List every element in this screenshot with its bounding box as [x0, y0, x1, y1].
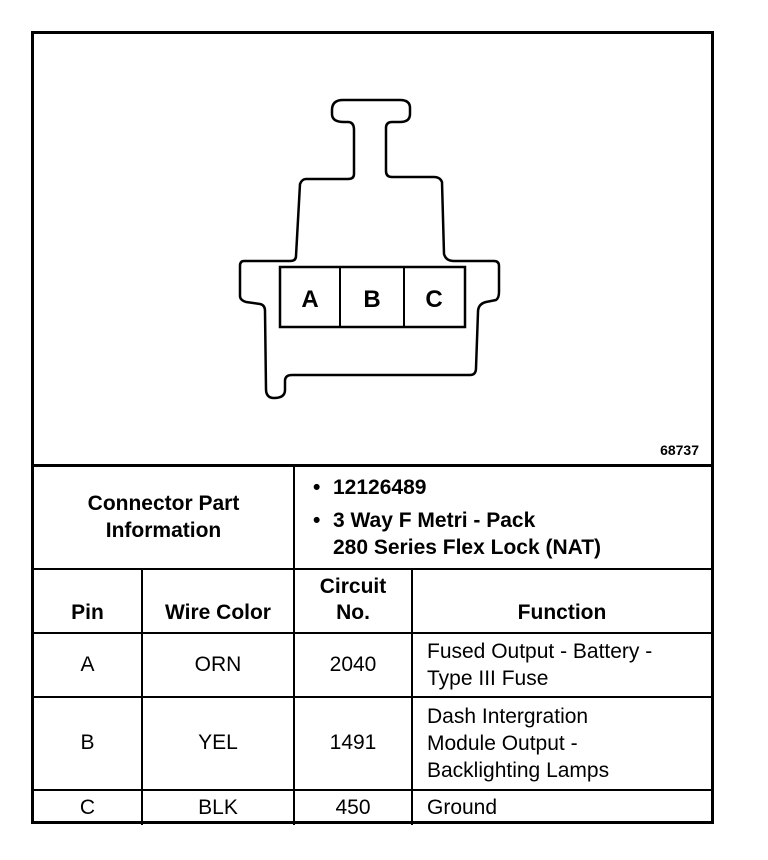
- part-info-values: • 12126489 • 3 Way F Metri - Pack 280 Series Flex Lock (NAT): [294, 466, 711, 569]
- pin-label-a: A: [301, 286, 319, 313]
- part-description: • 3 Way F Metri - Pack: [313, 508, 536, 532]
- header-row: [34, 569, 711, 633]
- pin-label-c: C: [425, 286, 443, 313]
- function-cell: Fused Output - Battery - Type III Fuse: [412, 633, 711, 697]
- function-cell: Ground: [412, 790, 711, 825]
- table-row: C BLK 450 Ground: [34, 790, 711, 825]
- part-number: • 12126489: [313, 475, 427, 499]
- figure-number: 68737: [660, 442, 699, 458]
- connector-diagram: [34, 34, 711, 464]
- connector-sheet: [31, 31, 714, 824]
- part-info-row: [34, 466, 711, 569]
- connector-outline: [240, 100, 499, 398]
- pinout-table: [34, 464, 711, 825]
- pin-label-b: B: [363, 286, 381, 313]
- header-function: Function: [412, 569, 711, 633]
- header-circuit: Circuit No.: [294, 569, 412, 633]
- header-pin: Pin: [34, 569, 142, 633]
- part-info-label: Connector Part Information: [34, 466, 294, 569]
- function-cell: Dash Intergration Module Output - Backlighting Lamps: [412, 697, 711, 790]
- header-wire-color: Wire Color: [142, 569, 294, 633]
- table-row: A ORN 2040 Fused Output - Battery - Type III Fuse: [34, 633, 711, 697]
- table-row: B YEL 1491 Dash Intergration Module Output - Backlighting Lamps: [34, 697, 711, 790]
